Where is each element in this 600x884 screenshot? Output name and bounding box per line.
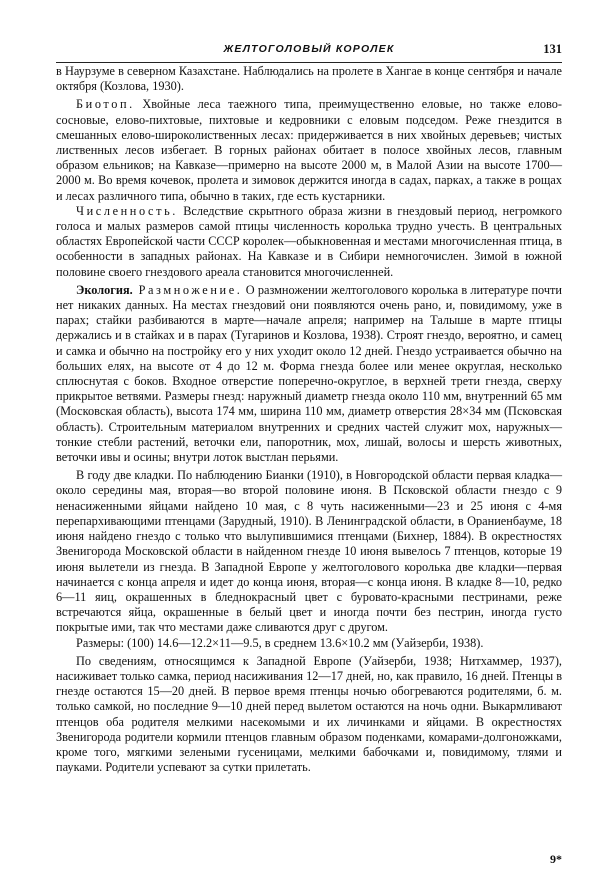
paragraph-text: Вследствие скрытного образа жизни в гнездовый период, негромкого голоса и малых размеров самой птицы численность королька трудно учесть. В центральных областях Европейской части СССР королек—обыкновенная и местами многочисленная птица, в особенности в западных районах. На Кавказе и в Сибири немногочислен. Зимой в южной половине своего гнездового ареала становится многочисленней. (56, 203, 562, 279)
paragraph-text: Размеры: (100) 14.6—12.2×11—9.5, в среднем 13.6×10.2 мм (Уайзерби, 1938). (76, 635, 484, 650)
body-text (56, 64, 562, 775)
section-label-abundance: Численность. (76, 203, 178, 218)
paragraph-ecology (56, 283, 562, 465)
paragraph-text: в Наурзуме в северном Казахстане. Наблюдались на пролете в Хангае в конце сентября и начале октября (Козлова, 1930). (56, 64, 562, 94)
paragraph-biotope (56, 97, 562, 203)
section-label-ecology: Экология. (76, 282, 133, 297)
running-title: ЖЕЛТОГОЛОВЫЙ КОРОЛЕК (223, 43, 395, 55)
paragraph-range-continuation (56, 64, 562, 94)
paragraph-clutches (56, 468, 562, 635)
section-label-biotope: Биотоп. (76, 97, 135, 112)
paragraph-incubation (56, 654, 562, 776)
signature-mark: 9* (550, 852, 562, 866)
paragraph-text: В году две кладки. По наблюдению Бианки (1910), в Новгородской области первая кладка—около середины мая, вторая—во второй половине июня. В Псковской области гнездо с 9 ненасиженными яйцами найдено 10 мая, с 8 чуть насиженными—23 и 25 июня с 4-мя перепархивающими птенцами (Зарудный, 1910). В Ленинградской области, в Ораниенбауме, 18 июня найдено гнездо с только что вылупившимися птенцами (Бихнер, 1884). В окрестностях Звенигорода Московской области в найденном гнезде 10 июня вывелось 7 птенцов, которые 19 июня вылетели из гнезда. В Западной Европе у желтоголового королька две кладки—первая начинается с конца апреля и идет до конца июня, вторая—с конца июня. В кладке 8—10, редко 6—11 яиц, окрашенных в бледнокрасный цвет с буровато-красными пестринами, реже встречаются яйца, окрашенные в белый цвет и иногда почти без пестрин, иногда густо покрытые ими, так что местами даже сливаются друг с другом. (56, 468, 562, 635)
paragraph-text: О размножении желтоголового королька в литературе почти нет никаких данных. На местах гнездовий они появляются очень рано, и, повидимому, уже в парах; стайки разбиваются в марте—начале апреля; например на Талыше в марте птицы держались и в стайках и в парах (Тугаринов и Козлова, 1938). Строят гнездо, вероятно, и самец и самка и обычно на постройку его у них уходит около 12 дней. Гнездо устраивается обычно на больших елях, на высоте от 4 до 12 м. Форма гнезда более или менее округлая, несколько сплюснутая с боков. Входное отверстие поперечно-округлое, в верхней трети гнезда, сверху прикрытое ветвями. Размеры гнезд: наружный диаметр гнезда около 110 мм, внутренний 65 мм (Московская область), высота 174 мм, ширина 110 мм, диаметр отверстия 28×34 мм (Псковская область). Строительным материалом внутренних и средних частей служит мох, наружных—тонкие стебли растений, веточки ели, папоротник, мох, лишай, волосы и шерсть животных, веточки ивы и осины; внутри лоток выстлан перьями. (56, 282, 563, 465)
section-label-breeding: Размножение. (132, 282, 243, 297)
paragraph-egg-sizes (56, 636, 562, 651)
paragraph-abundance (56, 204, 562, 280)
page-number: 131 (543, 42, 562, 56)
paragraph-text: Хвойные леса таежного типа, преимущественно еловые, но также елово-сосновые, елово-пихтовые, пихтовые и кедровники с еловым подседом. Реже гнездится в смешанных елово-широколиственных лесах: придерживается в них хвойных деревьев; чистых лиственных лесов избегает. В горных районах обитает в полосе хвойных лесов, главным образом ельников; на Кавказе—примерно на высоте 2000 м, в Малой Азии на высоте 1700—2000 м. Во время кочевок, пролета и зимовок держится иногда в садах, парках, а также в рощах и лесах различного типа, обычно в таких, где есть кустарники. (56, 97, 562, 203)
paragraph-text: По сведениям, относящимся к Западной Европе (Уайзерби, 1938; Нитхаммер, 1937), насиживает только самка, период насиживания 12—17 дней, но, как правило, 16 дней. Птенцы в гнезде остаются 15—20 дней. В первое время птенцы ночью обогреваются родителями, б. м. только самкой, но последние 9—10 дней перед вылетом остаются на ночь одни. Выкармливают птенцов оба родителя мелкими насекомыми и их личинками и яйцами. В окрестностях Звенигорода родители кормили птенцов главным образом поденками, комарами-долгоножками, кроме того, мягкими зелеными гусеницами, мелкими бабочками и, повидимому, тлями и пауками. Родители успевают за сутки прилетать. (56, 653, 562, 775)
running-head (56, 40, 562, 63)
